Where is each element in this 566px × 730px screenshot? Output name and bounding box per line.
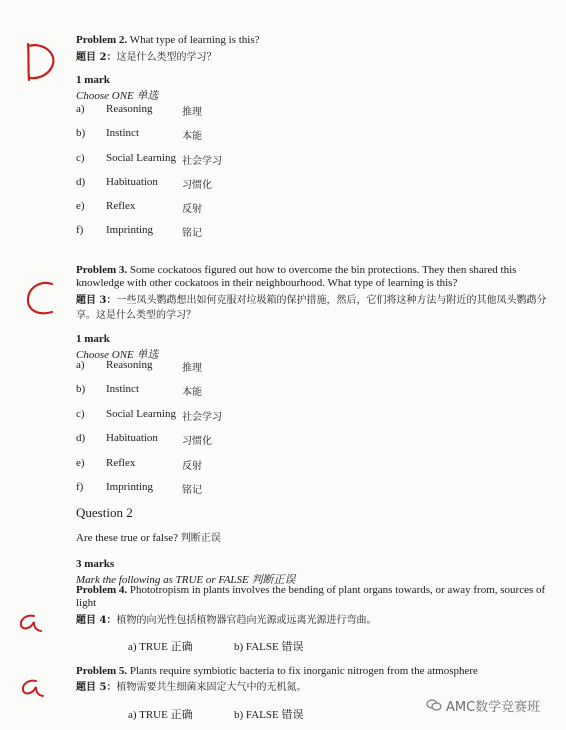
- problem-3-cn-label: 题目 3：: [76, 295, 117, 306]
- problem-4-cn-statement: 植物的向光性包括植物器官趋向光源或远离光源进行弯曲。: [116, 615, 377, 626]
- wechat-logo-icon: [426, 697, 442, 713]
- question-2-heading: Question 2: [76, 505, 133, 520]
- p2-option-f: f) Imprinting 铭记: [76, 224, 202, 239]
- problem-5-heading: [76, 665, 478, 678]
- problem-2-marks: 1 mark: [76, 74, 110, 86]
- p2-option-c: c) Social Learning 社会学习: [76, 152, 222, 167]
- problem-4-label: Problem 4.: [76, 584, 128, 596]
- p3-option-c: c) Social Learning 社会学习: [76, 408, 222, 423]
- problem-3-cn: [76, 293, 554, 323]
- problem-2-label: Problem 2.: [76, 34, 128, 46]
- question-2-mark-instruction: Mark the following as TRUE or FALSE 判断正误: [76, 574, 296, 586]
- problem-2-heading: [76, 34, 260, 47]
- problem-4-statement: Phototropism in plants involves the bending of plant organs towards, or away from, sources of light: [76, 584, 546, 609]
- problem-5-statement: Plants require symbiotic bacteria to fix inorganic nitrogen from the atmosphere: [129, 665, 478, 677]
- problem-5-cn: [76, 681, 306, 694]
- problem-2-cn: [76, 51, 216, 64]
- p3-option-e: e) Reflex 反射: [76, 457, 202, 472]
- problem-3-question: Some cockatoos figured out how to overcome the bin protections. They then shared this knowledge with other cockatoos in their neighbourhood. What type of learning is this?: [76, 264, 517, 289]
- p3-option-b: b) Instinct 本能: [76, 383, 202, 398]
- problem-2-cn-label: 题目 2：: [76, 52, 117, 63]
- problem-3-marks: 1 mark: [76, 333, 110, 345]
- p3-option-f: f) Imprinting 铭记: [76, 481, 202, 496]
- handwritten-answer-a-4: [16, 610, 46, 634]
- problem-3-choose: Choose ONE 单选: [76, 349, 159, 361]
- p2-option-a: a) Reasoning 推理: [76, 103, 202, 118]
- problem-5-option-true: a) TRUE 正确: [128, 709, 193, 721]
- problem-4-cn: [76, 614, 376, 627]
- problem-3-cn-question: 一些凤头鹦鹉想出如何克服对垃圾箱的保护措施，然后，它们将这种方法与附近的其他凤头鹦鹉分享。这是什么类型的学习？: [76, 295, 547, 321]
- p3-option-d: d) Habituation 习惯化: [76, 432, 212, 447]
- watermark-text: AMC数学竞赛班: [446, 699, 541, 715]
- problem-4-option-true: a) TRUE 正确: [128, 641, 193, 653]
- handwritten-answer-a-5: [18, 675, 48, 699]
- problem-2-choose: Choose ONE 单选: [76, 90, 159, 102]
- handwritten-answer-d: [20, 38, 60, 84]
- handwritten-answer-c: [22, 278, 58, 318]
- question-2-marks: 3 marks: [76, 558, 115, 570]
- problem-2-question: What type of learning is this?: [129, 34, 260, 46]
- watermark: [426, 696, 540, 714]
- p2-option-b: b) Instinct 本能: [76, 127, 202, 142]
- problem-3-heading: [76, 264, 554, 290]
- problem-2-cn-question: 这是什么类型的学习？: [116, 52, 217, 63]
- p2-option-e: e) Reflex 反射: [76, 200, 202, 215]
- problem-5-cn-statement: 植物需要共生细菌来固定大气中的无机氮。: [116, 682, 307, 693]
- problem-5-label: Problem 5.: [76, 665, 128, 677]
- p2-option-d: d) Habituation 习惯化: [76, 176, 212, 191]
- problem-4-option-false: b) FALSE 错误: [234, 641, 304, 653]
- problem-5-cn-label: 题目 5：: [76, 682, 117, 693]
- p3-option-a: a) Reasoning 推理: [76, 359, 202, 374]
- problem-3-label: Problem 3.: [76, 264, 128, 276]
- problem-4-heading: [76, 584, 556, 610]
- question-2-instruction: Are these true or false? 判断正误: [76, 532, 221, 544]
- problem-4-cn-label: 题目 4：: [76, 615, 117, 626]
- problem-5-option-false: b) FALSE 错误: [234, 709, 304, 721]
